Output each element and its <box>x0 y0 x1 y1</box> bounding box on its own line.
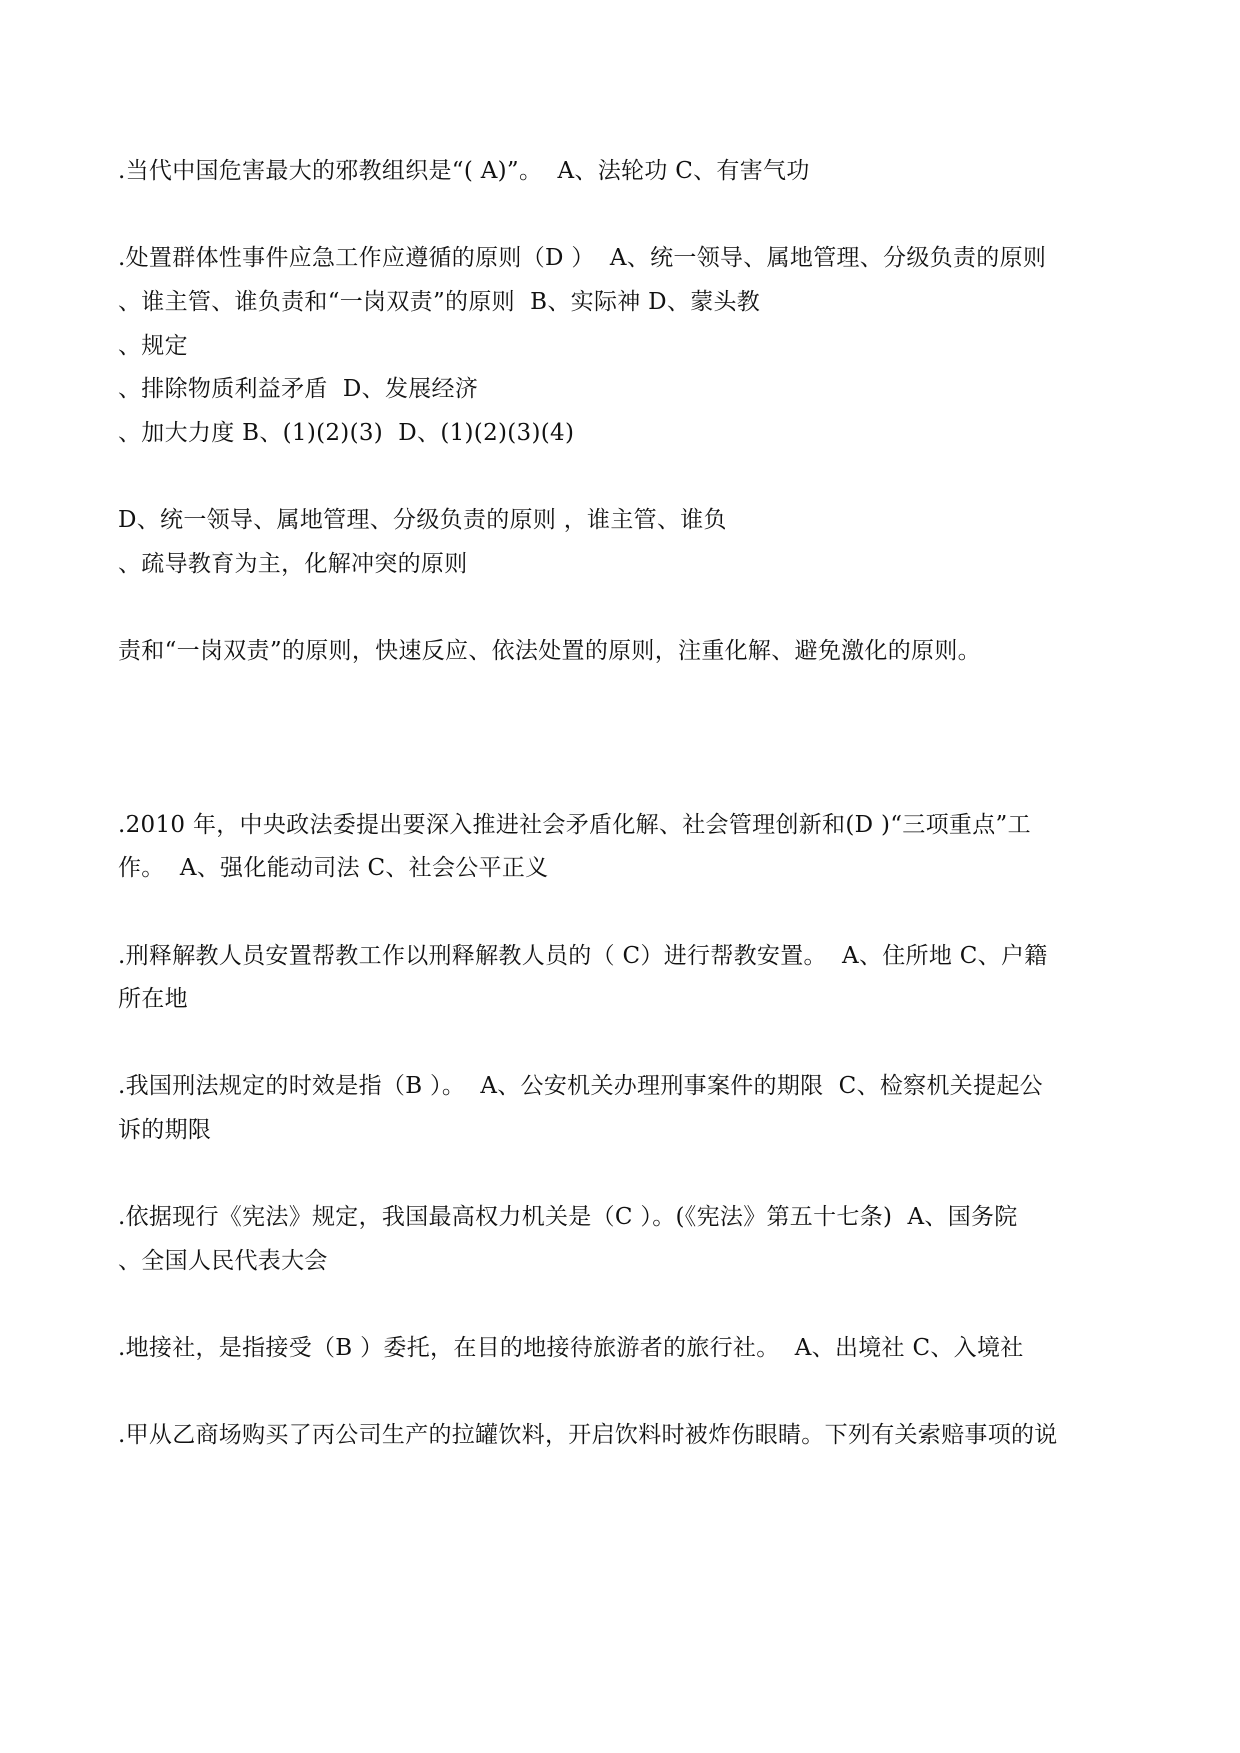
answer-line: D、统一领导、属地管理、分级负责的原则 ，谁主管、谁负 <box>118 507 727 533</box>
question-2-continuation-line: 、谁主管、谁负责和“一岗双责”的原则 B、实际神 D、蒙头教 <box>118 289 761 315</box>
question-1-line: .当代中国危害最大的邪教组织是“( A)”。 A、法轮功 C、有害气功 <box>118 158 810 184</box>
question-4-line: .刑释解教人员安置帮教工作以刑释解教人员的（ C）进行帮教安置。 A、住所地 C、户籍 <box>118 943 1048 969</box>
question-3-continuation-line: 作。 A、强化能动司法 C、社会公平正义 <box>118 855 549 881</box>
question-5-line: .我国刑法规定的时效是指（B ）。 A、公安机关办理刑事案件的期限 C、检察机关提起公 <box>118 1073 1043 1099</box>
question-5-continuation-line: 诉的期限 <box>118 1117 212 1143</box>
question-4-continuation-line: 所在地 <box>118 986 188 1012</box>
option-line: 、加大力度 B、(1)(2)(3) D、(1)(2)(3)(4) <box>118 420 575 446</box>
answer-line: 责和“一岗双责”的原则，快速反应、依法处置的原则，注重化解、避免激化的原则。 <box>118 638 981 664</box>
option-line: 、规定 <box>118 333 188 359</box>
question-8-line: .甲从乙商场购买了丙公司生产的拉罐饮料，开启饮料时被炸伤眼睛。下列有关索赔事项的说 <box>118 1422 1058 1448</box>
question-6-line: .依据现行《宪法》规定，我国最高权力机关是（C ）。(《宪法》第五十七条) A、国务院 <box>118 1204 1018 1230</box>
question-2-line: .处置群体性事件应急工作应遵循的原则（D ） A、统一领导、属地管理、分级负责的原则 <box>118 245 1047 271</box>
option-line: 、排除物质利益矛盾 D、发展经济 <box>118 376 479 402</box>
question-6-continuation-line: 、全国人民代表大会 <box>118 1248 328 1274</box>
question-3-line: .2010 年，中央政法委提出要深入推进社会矛盾化解、社会管理创新和(D )“三项重点”工 <box>118 812 1031 838</box>
answer-line: 、疏导教育为主，化解冲突的原则 <box>118 551 468 577</box>
question-7-line: .地接社，是指接受（B ）委托，在目的地接待旅游者的旅行社。 A、出境社 C、入境社 <box>118 1335 1024 1361</box>
